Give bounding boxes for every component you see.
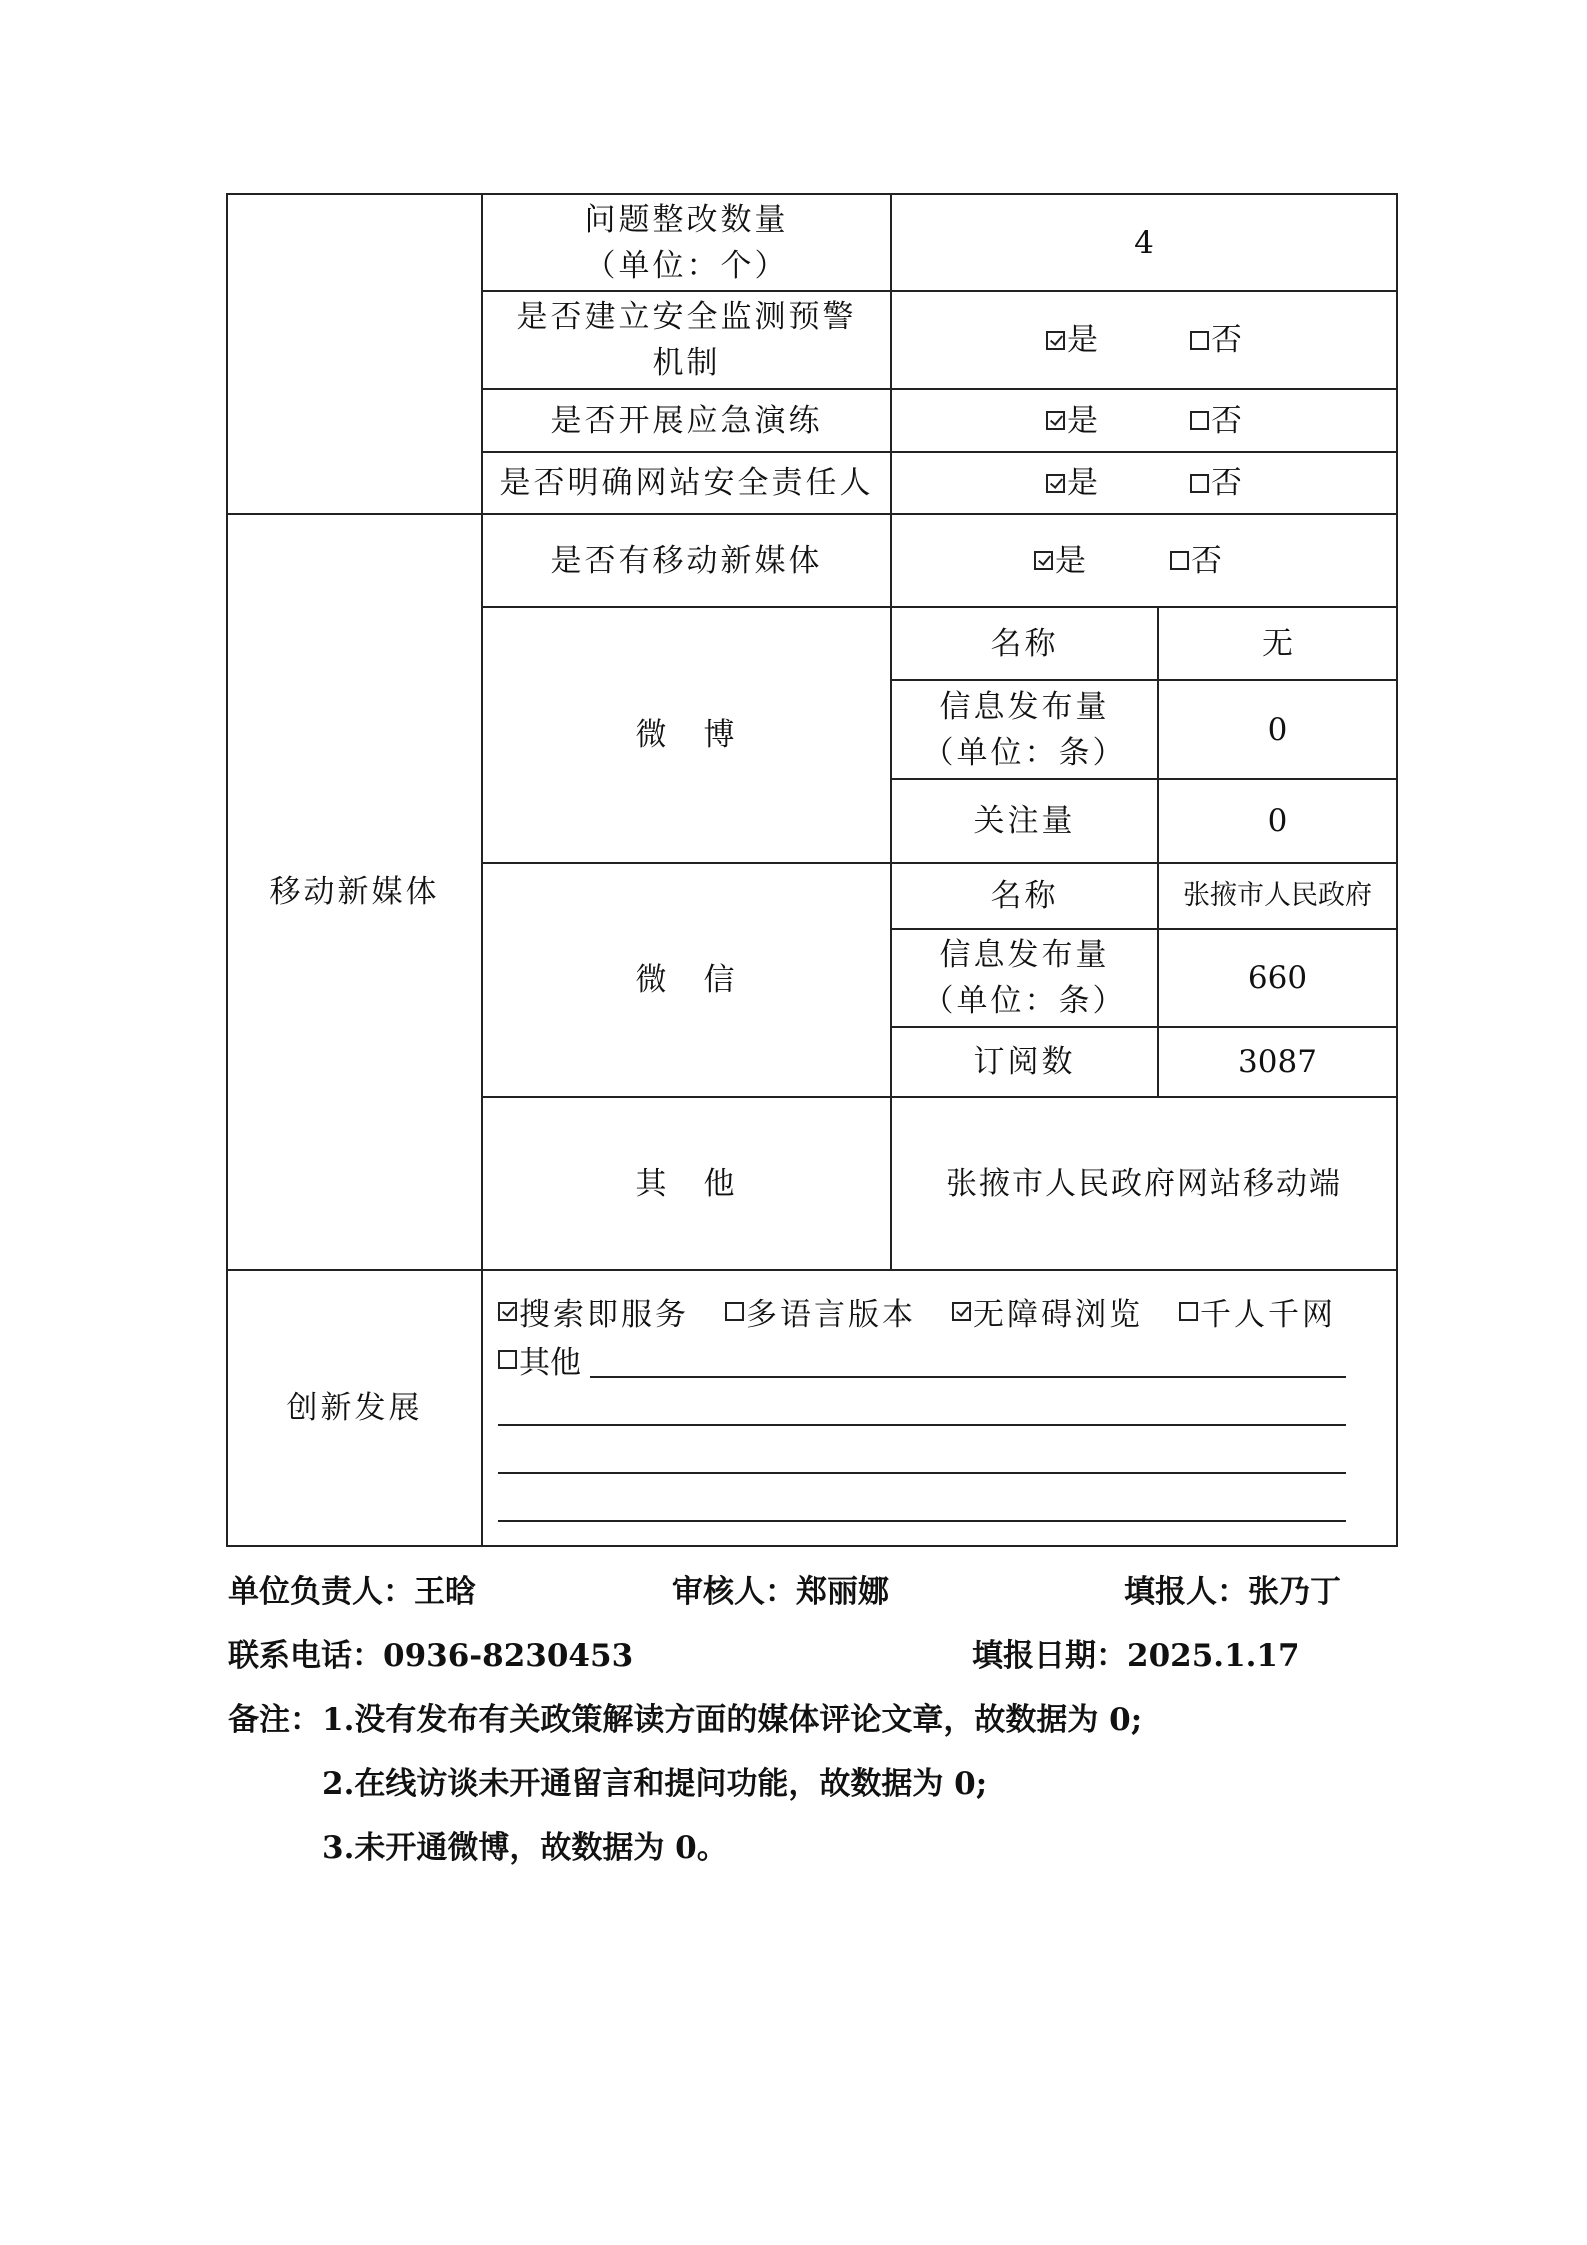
other-value: 张掖市人民政府网站移动端 — [946, 1165, 1342, 1202]
emergency-drill-label: 是否开展应急演练 — [550, 402, 823, 439]
fill-line — [498, 1520, 1346, 1522]
weibo-label: 微 博 — [635, 717, 738, 753]
weibo-publish-label: 信息发布量 （单位：条） — [922, 688, 1127, 771]
weibo-name-label: 名称 — [990, 625, 1059, 662]
checked-box-icon[interactable] — [498, 1302, 517, 1321]
emergency-drill-choice — [892, 390, 1396, 451]
innovation-section-label: 创新发展 — [286, 1390, 423, 1426]
other-label: 其 他 — [635, 1165, 738, 1202]
wechat-publish-value: 660 — [1247, 960, 1308, 996]
rectify-count-value: 4 — [1134, 224, 1154, 261]
has-mobile-choice — [892, 515, 1396, 606]
rectify-count-label: 问题整改数量 （单位：个） — [584, 201, 789, 284]
checked-box-icon[interactable] — [1046, 411, 1065, 430]
contact-phone: 联系电话：0936-8230453 — [228, 1638, 634, 1674]
responsible-person-choice — [892, 453, 1396, 513]
unchecked-box-icon[interactable] — [725, 1302, 744, 1321]
no-option[interactable]: 否 — [1190, 398, 1242, 444]
unchecked-box-icon[interactable] — [498, 1350, 517, 1369]
wechat-name-value: 张掖市人民政府 — [1183, 880, 1372, 911]
unchecked-box-icon[interactable] — [1190, 331, 1209, 350]
checked-box-icon[interactable] — [1046, 331, 1065, 350]
report-date: 填报日期：2025.1.17 — [972, 1638, 1300, 1674]
weibo-follow-label: 关注量 — [973, 803, 1076, 839]
warning-mechanism-label: 是否建立安全监测预警 机制 — [516, 299, 857, 381]
checked-box-icon[interactable] — [1034, 551, 1053, 570]
wechat-name-label: 名称 — [990, 878, 1059, 914]
other-fill-line[interactable] — [590, 1376, 1346, 1378]
checked-box-icon[interactable] — [952, 1302, 971, 1321]
option-personalized[interactable]: 千人千网 — [1179, 1289, 1336, 1334]
wechat-subscribe-label: 订阅数 — [973, 1044, 1076, 1080]
wechat-subscribe-value: 3087 — [1238, 1044, 1317, 1080]
option-multilingual[interactable]: 多语言版本 — [725, 1289, 916, 1334]
yes-option[interactable]: 是 — [1046, 460, 1098, 506]
wechat-publish-label: 信息发布量 （单位：条） — [922, 937, 1127, 1019]
option-accessibility[interactable]: 无障碍浏览 — [952, 1289, 1143, 1334]
mobile-section-label: 移动新媒体 — [269, 874, 440, 910]
unchecked-box-icon[interactable] — [1190, 411, 1209, 430]
has-mobile-label: 是否有移动新媒体 — [550, 542, 823, 579]
unchecked-box-icon[interactable] — [1179, 1302, 1198, 1321]
weibo-publish-value: 0 — [1267, 711, 1288, 748]
note-item: 2.在线访谈未开通留言和提问功能，故数据为 0; — [322, 1766, 988, 1802]
responsible-person-label: 是否明确网站安全责任人 — [499, 465, 874, 501]
wechat-label: 微 信 — [635, 962, 738, 998]
unchecked-box-icon[interactable] — [1170, 551, 1189, 570]
warning-mechanism-choice — [892, 292, 1396, 388]
weibo-follow-value: 0 — [1267, 803, 1288, 839]
checked-box-icon[interactable] — [1046, 474, 1065, 493]
option-search-service[interactable]: 搜索即服务 — [498, 1289, 689, 1334]
filler: 填报人：张乃丁 — [1124, 1574, 1341, 1610]
fill-line — [498, 1424, 1346, 1426]
reviewer: 审核人：郑丽娜 — [672, 1574, 889, 1610]
weibo-name-value: 无 — [1262, 625, 1293, 662]
no-option[interactable]: 否 — [1190, 460, 1242, 506]
notes-prefix: 备注： — [228, 1702, 321, 1738]
yes-option[interactable]: 是 — [1046, 398, 1098, 444]
no-option[interactable]: 否 — [1190, 317, 1242, 363]
option-other[interactable]: 其他 — [498, 1337, 581, 1382]
yes-option[interactable]: 是 — [1046, 317, 1098, 363]
unchecked-box-icon[interactable] — [1190, 474, 1209, 493]
no-option[interactable]: 否 — [1170, 538, 1222, 584]
fill-line — [498, 1472, 1346, 1474]
yes-option[interactable]: 是 — [1034, 538, 1086, 584]
note-item: 1.没有发布有关政策解读方面的媒体评论文章，故数据为 0; — [322, 1702, 1143, 1738]
innovation-options — [498, 1288, 1358, 1382]
unit-head: 单位负责人：王晗 — [228, 1574, 476, 1610]
note-item: 3.未开通微博，故数据为 0。 — [322, 1830, 728, 1866]
